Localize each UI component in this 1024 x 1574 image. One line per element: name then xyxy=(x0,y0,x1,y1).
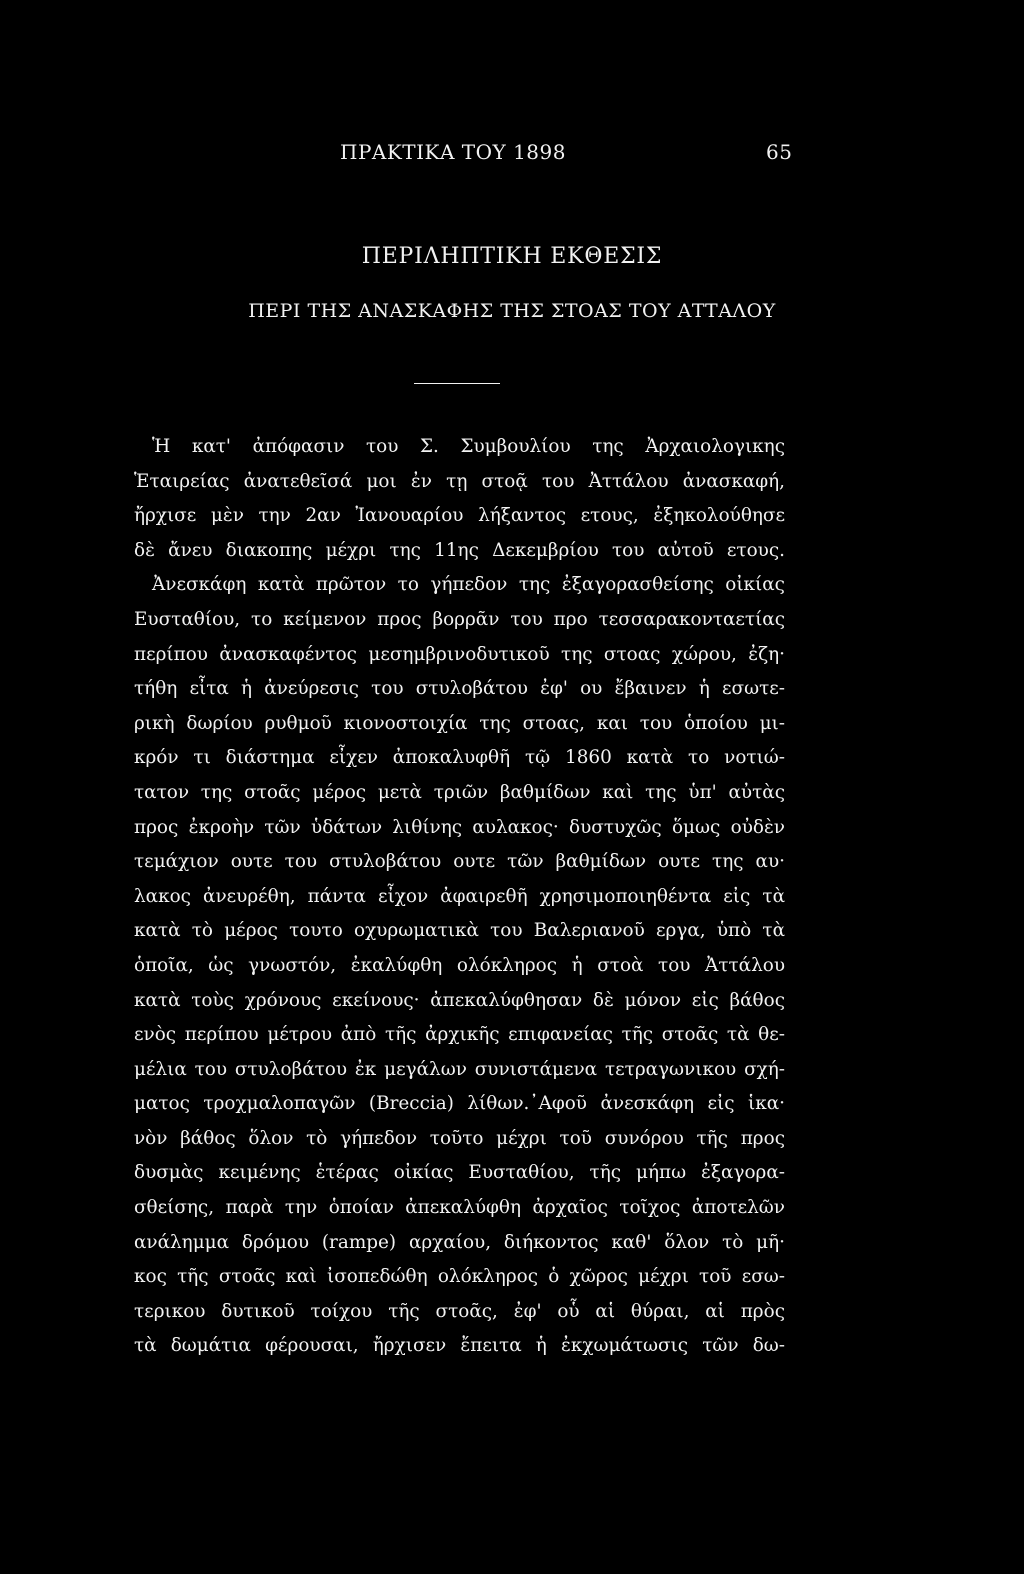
text-line: ἤρχισε μὲν την 2αν Ἰανουαρίου λήξαντος ετους, ἐξηκολούθησε xyxy=(134,505,785,527)
text-line: νὸν βάθος ὅλον τὸ γήπεδον τοῦτο μέχρι τοῦ συνόρου τῆς προς xyxy=(134,1127,785,1149)
text-line: Ἀνεσκάφη κατὰ πρῶτον το γήπεδον της ἐξαγορασθείσης οἰκίας xyxy=(152,574,785,596)
body-text xyxy=(134,430,785,1364)
text-line: τὰ δωμάτια φέρουσαι, ἤρχισεν ἔπειτα ἡ ἐκχωμάτωσις τῶν δω- xyxy=(134,1335,785,1357)
text-line: κατὰ τοὺς χρόνους εκείνους· ἀπεκαλύφθησαν δὲ μόνον εἰς βάθος xyxy=(134,989,785,1011)
page-number: 65 xyxy=(766,140,793,164)
running-title: ΠΡΑΚΤΙΚΑ ΤΟΥ 1898 xyxy=(340,140,566,164)
text-line: δὲ ἄνευ διακοπης μέχρι της 11ης Δεκεμβρίου του αὐτοῦ ετους. xyxy=(134,539,785,561)
text-line: τεμάχιον ουτε του στυλοβάτου ουτε τῶν βαθμίδων ουτε της αυ· xyxy=(134,851,785,873)
text-line: Ευσταθίου, το κείμενον προς βορρᾶν του προ τεσσαρακονταετίας xyxy=(134,608,785,630)
text-line: ρικὴ δωρίου ρυθμοῦ κιονοστοιχία της στοας, και του ὁποίου μι- xyxy=(134,712,785,734)
text-line: ενὸς περίπου μέτρου ἀπὸ τῆς ἀρχικῆς επιφανείας τῆς στοᾶς τὰ θε- xyxy=(134,1024,785,1046)
text-line: Ἑταιρείας ἀνατεθεῖσά μοι ἐν τῃ στοᾷ του Ἀττάλου ἀνασκαφή, xyxy=(134,470,785,492)
text-line: τατον της στοᾶς μέρος μετὰ τριῶν βαθμίδων καὶ της ὑπ' αὐτὰς xyxy=(134,781,785,803)
running-head xyxy=(0,140,1024,170)
text-line: ανάλημμα δρόμου (rampe) αρχαίου, διήκοντος καθ' ὅλον τὸ μῆ· xyxy=(134,1231,785,1253)
text-line: περίπου ἀνασκαφέντος μεσημβρινοδυτικοῦ της στοας χώρου, ἐζη· xyxy=(134,643,785,665)
text-line: προς ἐκροὴν τῶν ὑδάτων λιθίνης αυλακος· δυστυχῶς ὅμως οὐδὲν xyxy=(134,816,785,838)
text-line: δυσμὰς κειμένης ἑτέρας οἰκίας Ευσταθίου, τῆς μήπω ἐξαγορα- xyxy=(134,1162,785,1184)
text-line: τερικου δυτικοῦ τοίχου τῆς στοᾶς, ἐφ' οὗ αἱ θύραι, αἱ πρὸς xyxy=(134,1300,785,1322)
text-line: λακος ἀνευρέθη, πάντα εἶχον ἀφαιρεθῆ χρησιμοποιηθέντα εἰς τὰ xyxy=(134,885,785,907)
subtitle: ΠΕΡΙ ΤΗΣ ΑΝΑΣΚΑΦΗΣ ΤΗΣ ΣΤΟΑΣ ΤΟΥ ΑΤΤΑΛΟΥ xyxy=(248,300,776,322)
text-line: Ἡ κατ' ἀπόφασιν του Σ. Συμβουλίου της Ἀρχαιολογικης xyxy=(152,436,785,457)
text-line: κρόν τι διάστημα εἶχεν ἀποκαλυφθῆ τῷ 1860 κατὰ το νοτιώ- xyxy=(134,747,785,769)
text-line: κατὰ τὸ μέρος τουτο οχυρωματικὰ του Βαλεριανοῦ εργα, ὑπὸ τὰ xyxy=(134,920,785,942)
text-line: μέλια του στυλοβάτου ἐκ μεγάλων συνιστάμενα τετραγωνικου σχή- xyxy=(134,1058,785,1080)
text-line: ὁποῖα, ὡς γνωστόν, ἐκαλύφθη ολόκληρος ἡ στοὰ του Ἀττάλου xyxy=(134,954,785,976)
main-title: ΠΕΡΙΛΗΠΤΙΚΗ ΕΚΘΕΣΙΣ xyxy=(361,244,663,269)
text-line: ματος τροχμαλοπαγῶν (Breccia) λίθων.᾿Αφοῦ ἀνεσκάφη εἰς ἱκα· xyxy=(134,1093,785,1115)
text-line: σθείσης, παρὰ την ὁποίαν ἀπεκαλύφθη ἀρχαῖος τοῖχος ἀποτελῶν xyxy=(134,1197,785,1219)
text-line: τήθη εἶτα ἡ ἀνεύρεσις του στυλοβάτου ἐφ' ου ἔβαινεν ἡ εσωτε- xyxy=(134,678,785,700)
title-divider xyxy=(414,383,500,384)
text-line: κος τῆς στοᾶς καὶ ἰσοπεδώθη ολόκληρος ὁ χῶρος μέχρι τοῦ εσω- xyxy=(134,1266,785,1288)
